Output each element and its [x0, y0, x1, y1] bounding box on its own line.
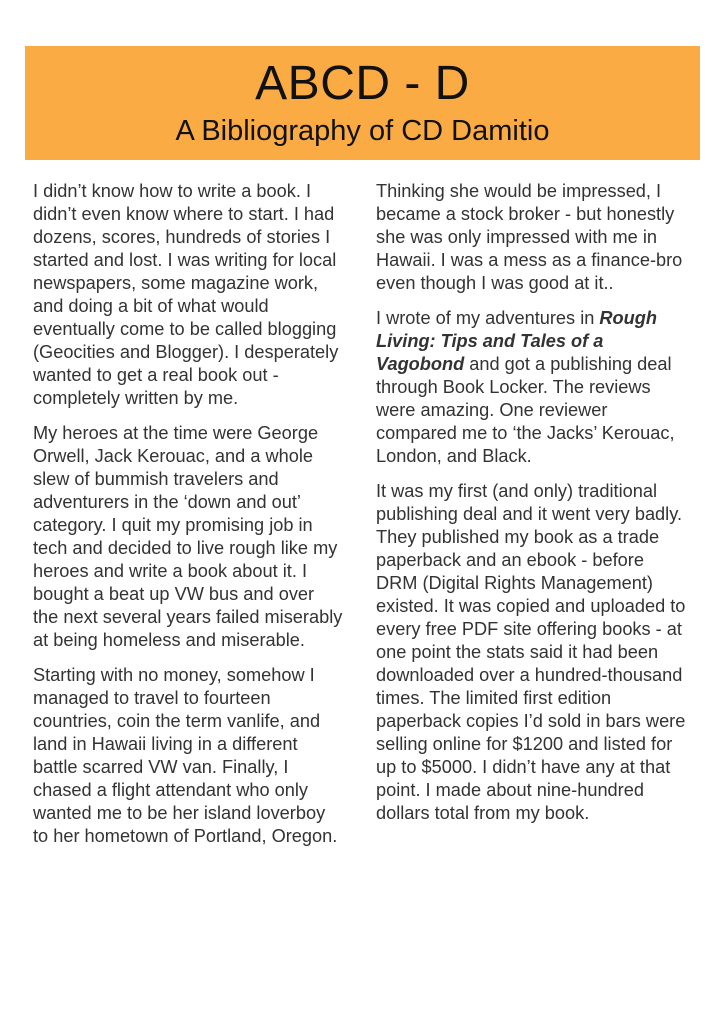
- paragraph-with-book-title: [376, 307, 686, 468]
- book-title: Rough Living: Tips and Tales of a Vagobond: [376, 308, 657, 374]
- paragraph: Thinking she would be impressed, I became a stock broker - but honestly she was only impressed with me in Hawaii. I was a mess as a finance-bro even though I was good at it..: [376, 181, 683, 293]
- left-column: [33, 180, 343, 860]
- paragraph: My heroes at the time were George Orwell, Jack Kerouac, and a whole slew of bummish travelers and adventurers in the ‘down and out’ category. I quit my promising job in tech and decided to live rough like my heroes and write a book about it. I bought a beat up VW bus and over the next several years failed miserably at being homeless and miserable.: [33, 423, 343, 650]
- page-title: ABCD - D: [255, 57, 470, 110]
- paragraph: Starting with no money, somehow I managed to travel to fourteen countries, coin the term vanlife, and land in Hawaii living in a different battle scarred VW van. Finally, I chased a flight attendant who only wanted me to be her island loverboy to her hometown of Portland, Oregon.: [33, 665, 338, 846]
- text-span: and got a publishing deal through Book Locker. The reviews were amazing. One reviewer compared me to ‘the Jacks’ Kerouac, London, and Black.: [376, 354, 675, 466]
- page-header: [25, 46, 700, 160]
- page-subtitle: A Bibliography of CD Damitio: [175, 115, 550, 147]
- right-column: [376, 180, 686, 837]
- paragraph: It was my first (and only) traditional publishing deal and it went very badly. They published my book as a trade paperback and an ebook - before DRM (Digital Rights Management) existed. It was copied and uploaded to every free PDF site offering books - at one point the stats said it had been downloaded over a hundred-thousand times. The limited first edition paperback copies I’d sold in bars were selling online for $1200 and listed for up to $5000. I didn’t have any at that point. I made about nine-hundred dollars total from my book.: [376, 481, 686, 823]
- text-span: I wrote of my adventures in: [376, 308, 600, 328]
- paragraph: I didn’t know how to write a book. I didn’t even know where to start. I had dozens, scores, hundreds of stories I started and lost. I was writing for local newspapers, some magazine work, and doing a bit of what would eventually come to be called blogging (Geocities and Blogger). I desperately wanted to get a real book out - completely written by me.: [33, 181, 339, 408]
